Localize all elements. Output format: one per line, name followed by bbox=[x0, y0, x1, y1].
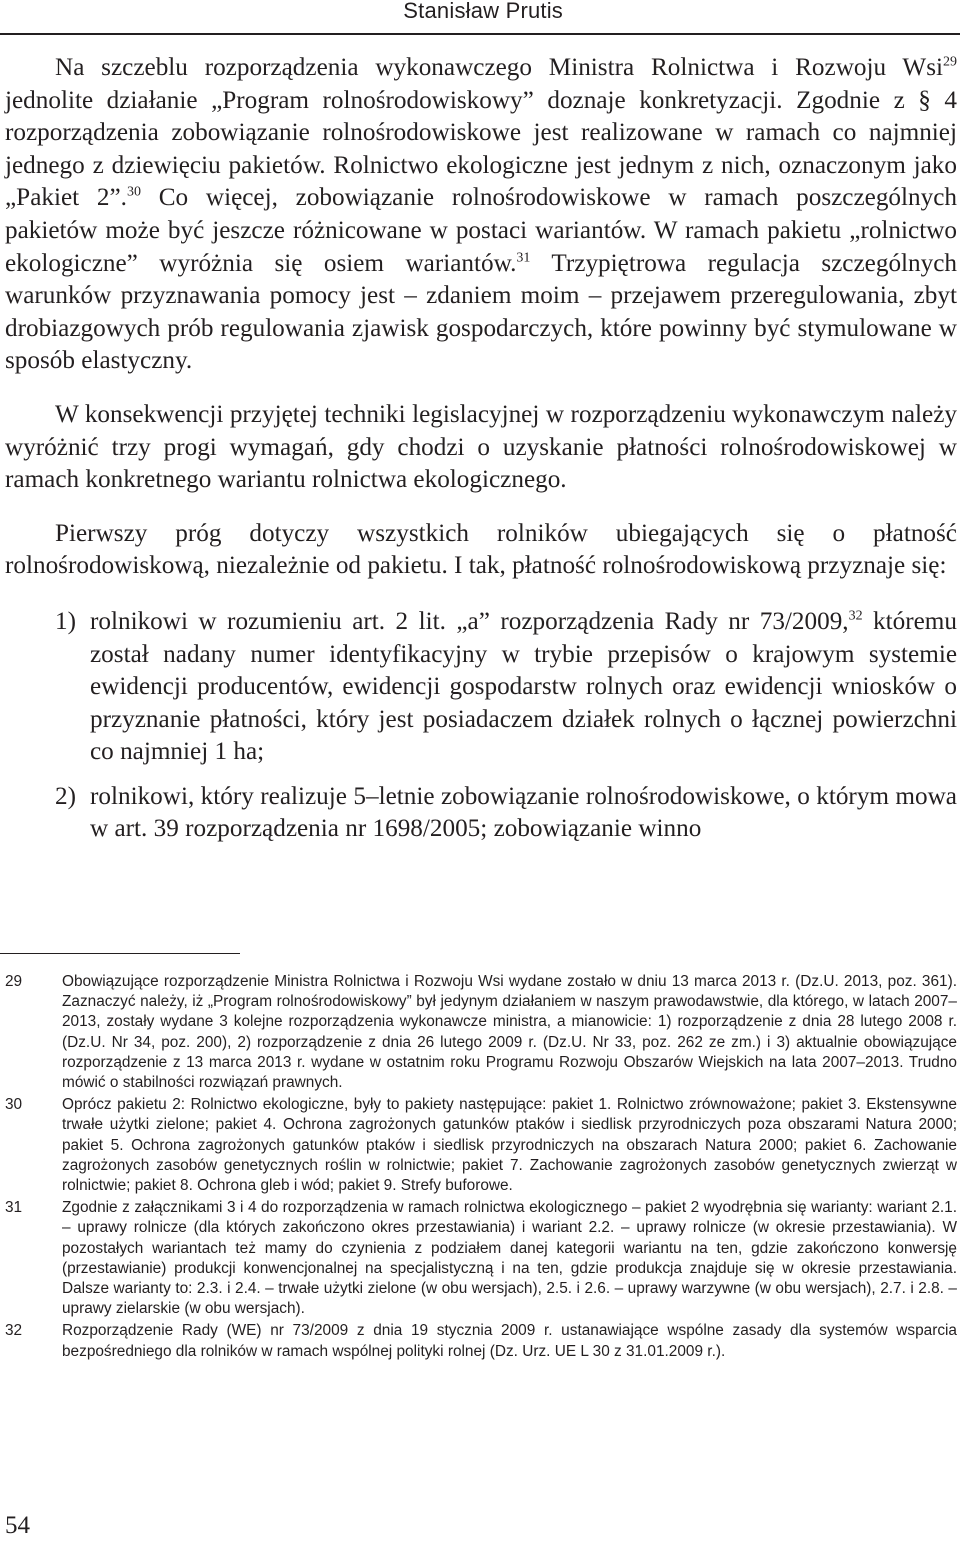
footnote-separator bbox=[0, 953, 240, 954]
footnote-ref[interactable]: 30 bbox=[126, 184, 141, 200]
paragraph: Na szczeblu rozporządzenia wykonawczego Ministra Rolnictwa i Rozwoju Wsi$^{29}$ jednolite działanie „Program rolnośrodowiskowy” doznaje konkretyzacji. Zgodnie z § 4 rozporządzenia zobowiązanie rolnośrodowiskowe jest realizowane w ramach co najmniej jednego z dziewięciu pakietów. Rolnictwo ekologiczne jest jednym z nich, oznaczonym jako „Pakiet 2”.$^{30}$ Co więcej, zobowiązanie rolnośrodowiskowe w ramach poszczególnych pakietów może być jeszcze różnicowane w postaci wariantów. W ramach pakietu „rolnictwo ekologiczne” wyróżnia się osiem wariantów.$^{31}$ Trzypiętrowa regulacja szczególnych warunków przyznawania pomocy jest – zdaniem moim – przejawem przeregulowania, zbyt drobiazgowych prób regulowania zjawisk gospodarczych, które powinny być stymulowane w sposób elastyczny. bbox=[5, 54, 957, 375]
footnote-text: Oprócz pakietu 2: Rolnictwo ekologiczne, były to pakiety następujące: pakiet 1. Rolnictwo zrównoważone; pakiet 3. Ekstensywne trwałe użytki zielone; pakiet 4. Ochrona zagrożonych gatunków ptaków i siedlisk przyrodniczych poza obszarami Natura 2000; pakiet 5. Ochrona zagrożonych gatunków ptaków i siedlisk przyrodniczych na obszarach Natura 2000; pakiet 6. Zachowanie zagrożonych zasobów genetycznych roślin w rolnictwie; pakiet 7. Zachowanie zagrożonych zasobów genetycznych zwierząt w rolnictwie; pakiet 8. Ochrona gleb i wód; pakiet 9. Strefy buforowe. bbox=[62, 1096, 957, 1195]
list-item-number: 1) bbox=[55, 607, 76, 635]
footnote bbox=[5, 1198, 957, 1319]
paragraph: Pierwszy próg dotyczy wszystkich rolników ubiegających się o płatność rolnośrodowiskową, niezależnie od pakietu. I tak, płatność rolnośrodowiskową przyznaje się: bbox=[5, 519, 957, 580]
paragraph: W konsekwencji przyjętej techniki legislacyjnej w rozporządzeniu wykonawczym należy wyróżnić trzy progi wymagań, gdy chodzi o uzyskanie płatności rolnośrodowiskowej w ramach konkretnego wariantu rolnictwa ekologicznego. bbox=[5, 400, 957, 494]
list-item: 2) rolnikowi, który realizuje 5–letnie zobowiązanie rolnośrodowiskowe, o którym mowa w art. 39 rozporządzenia nr 1698/2005; zobowiązanie winno bbox=[55, 782, 957, 843]
footnote bbox=[5, 1095, 957, 1196]
footnote-text: Obowiązujące rozporządzenie Ministra Rolnictwa i Rozwoju Wsi wydane zostało w dniu 13 marca 2013 r. (Dz.U. 2013, poz. 361). Zaznaczyć należy, iż „Program rolnośrodowiskowy” był jedynym działaniem w naszym prawodawstwie, dla którego, w latach 2007–2013, zostały wydane 3 kolejne rozporządzenia wykonawcze ministra, a mianowicie: 1) rozporządzenie z dnia 28 lutego 2008 r. (Dz.U. Nr 34, poz. 200), 2) rozporządzenie z dnia 26 lutego 2009 r. (Dz.U. Nr 33, poz. 262 ze zm.) i 3) aktualnie obowiązujące rozporządzenie z 13 marca 2013 r. wydane w ostatnim roku Programu Rozwoju Obszarów Wiejskich na lata 2007–2013. Trudno mówić o stabilności rozwiązań prawnych. bbox=[62, 973, 957, 1092]
footnote-ref[interactable]: 29 bbox=[943, 54, 957, 70]
page-number: 54 bbox=[5, 1512, 30, 1539]
footnote-text: Rozporządzenie Rady (WE) nr 73/2009 z dnia 19 stycznia 2009 r. ustanawiające wspólne zasady dla systemów wsparcia bezpośredniego dla rolników w ramach wspólnej polityki rolnej (Dz. Urz. UE L 30 z 31.01.2009 r.). bbox=[62, 1322, 957, 1360]
footnote-text: Zgodnie z załącznikami 3 i 4 do rozporządzenia w ramach rolnictwa ekologicznego – pakiet 2 wyodrębnia się warianty: wariant 2.1. – uprawy rolnicze (dla których zakończono okres przestawiania) i wariant 2.2. – uprawy rolnicze (w okresie przestawiania). W pozostałych wariantach też mamy do czynienia z podziałem danej kategorii wariantu na ten, gdzie zakończono konwersję (przestawianie) produkcji konwencjonalnej na specjalistyczną i na ten, gdzie produkcja znajduje się w okresie przestawiania. Dalsze warianty to: 2.3. i 2.4. – trwałe użytki zielone (w obu wersjach), 2.5. i 2.6. – uprawy warzywne (w obu wersjach), 2.7. i 2.8. – uprawy zielarskie (w obu wersjach). bbox=[62, 1199, 957, 1318]
footnotes bbox=[5, 972, 957, 1364]
footnote-number: 30 bbox=[5, 1096, 23, 1114]
footnote-ref[interactable]: 31 bbox=[516, 250, 531, 266]
running-header-author: Stanisław Prutis bbox=[403, 0, 563, 23]
running-header bbox=[0, 0, 960, 33]
footnote-number: 32 bbox=[5, 1322, 23, 1340]
main-text bbox=[5, 52, 957, 858]
list-item-number: 2) bbox=[55, 782, 76, 810]
footnote-number: 29 bbox=[5, 973, 23, 990]
header-rule bbox=[0, 33, 960, 35]
numbered-list bbox=[5, 606, 957, 846]
list-item: 1) rolnikowi w rozumieniu art. 2 lit. „a” rozporządzenia Rady nr 73/2009,32 któremu został nadany numer identyfikacyjny w trybie przepisów o krajowym systemie ewidencji producentów, ewidencji gospodarstw rolnych oraz ewidencji wniosków o przyznanie płatności, który jest posiadaczem działek rolnych o łącznej powierzchni co najmniej 1 ha; bbox=[55, 607, 957, 766]
footnote-ref[interactable]: 32 bbox=[848, 608, 863, 624]
footnote-number: 31 bbox=[5, 1199, 23, 1217]
footnote bbox=[5, 1321, 957, 1361]
footnote bbox=[5, 972, 957, 1093]
